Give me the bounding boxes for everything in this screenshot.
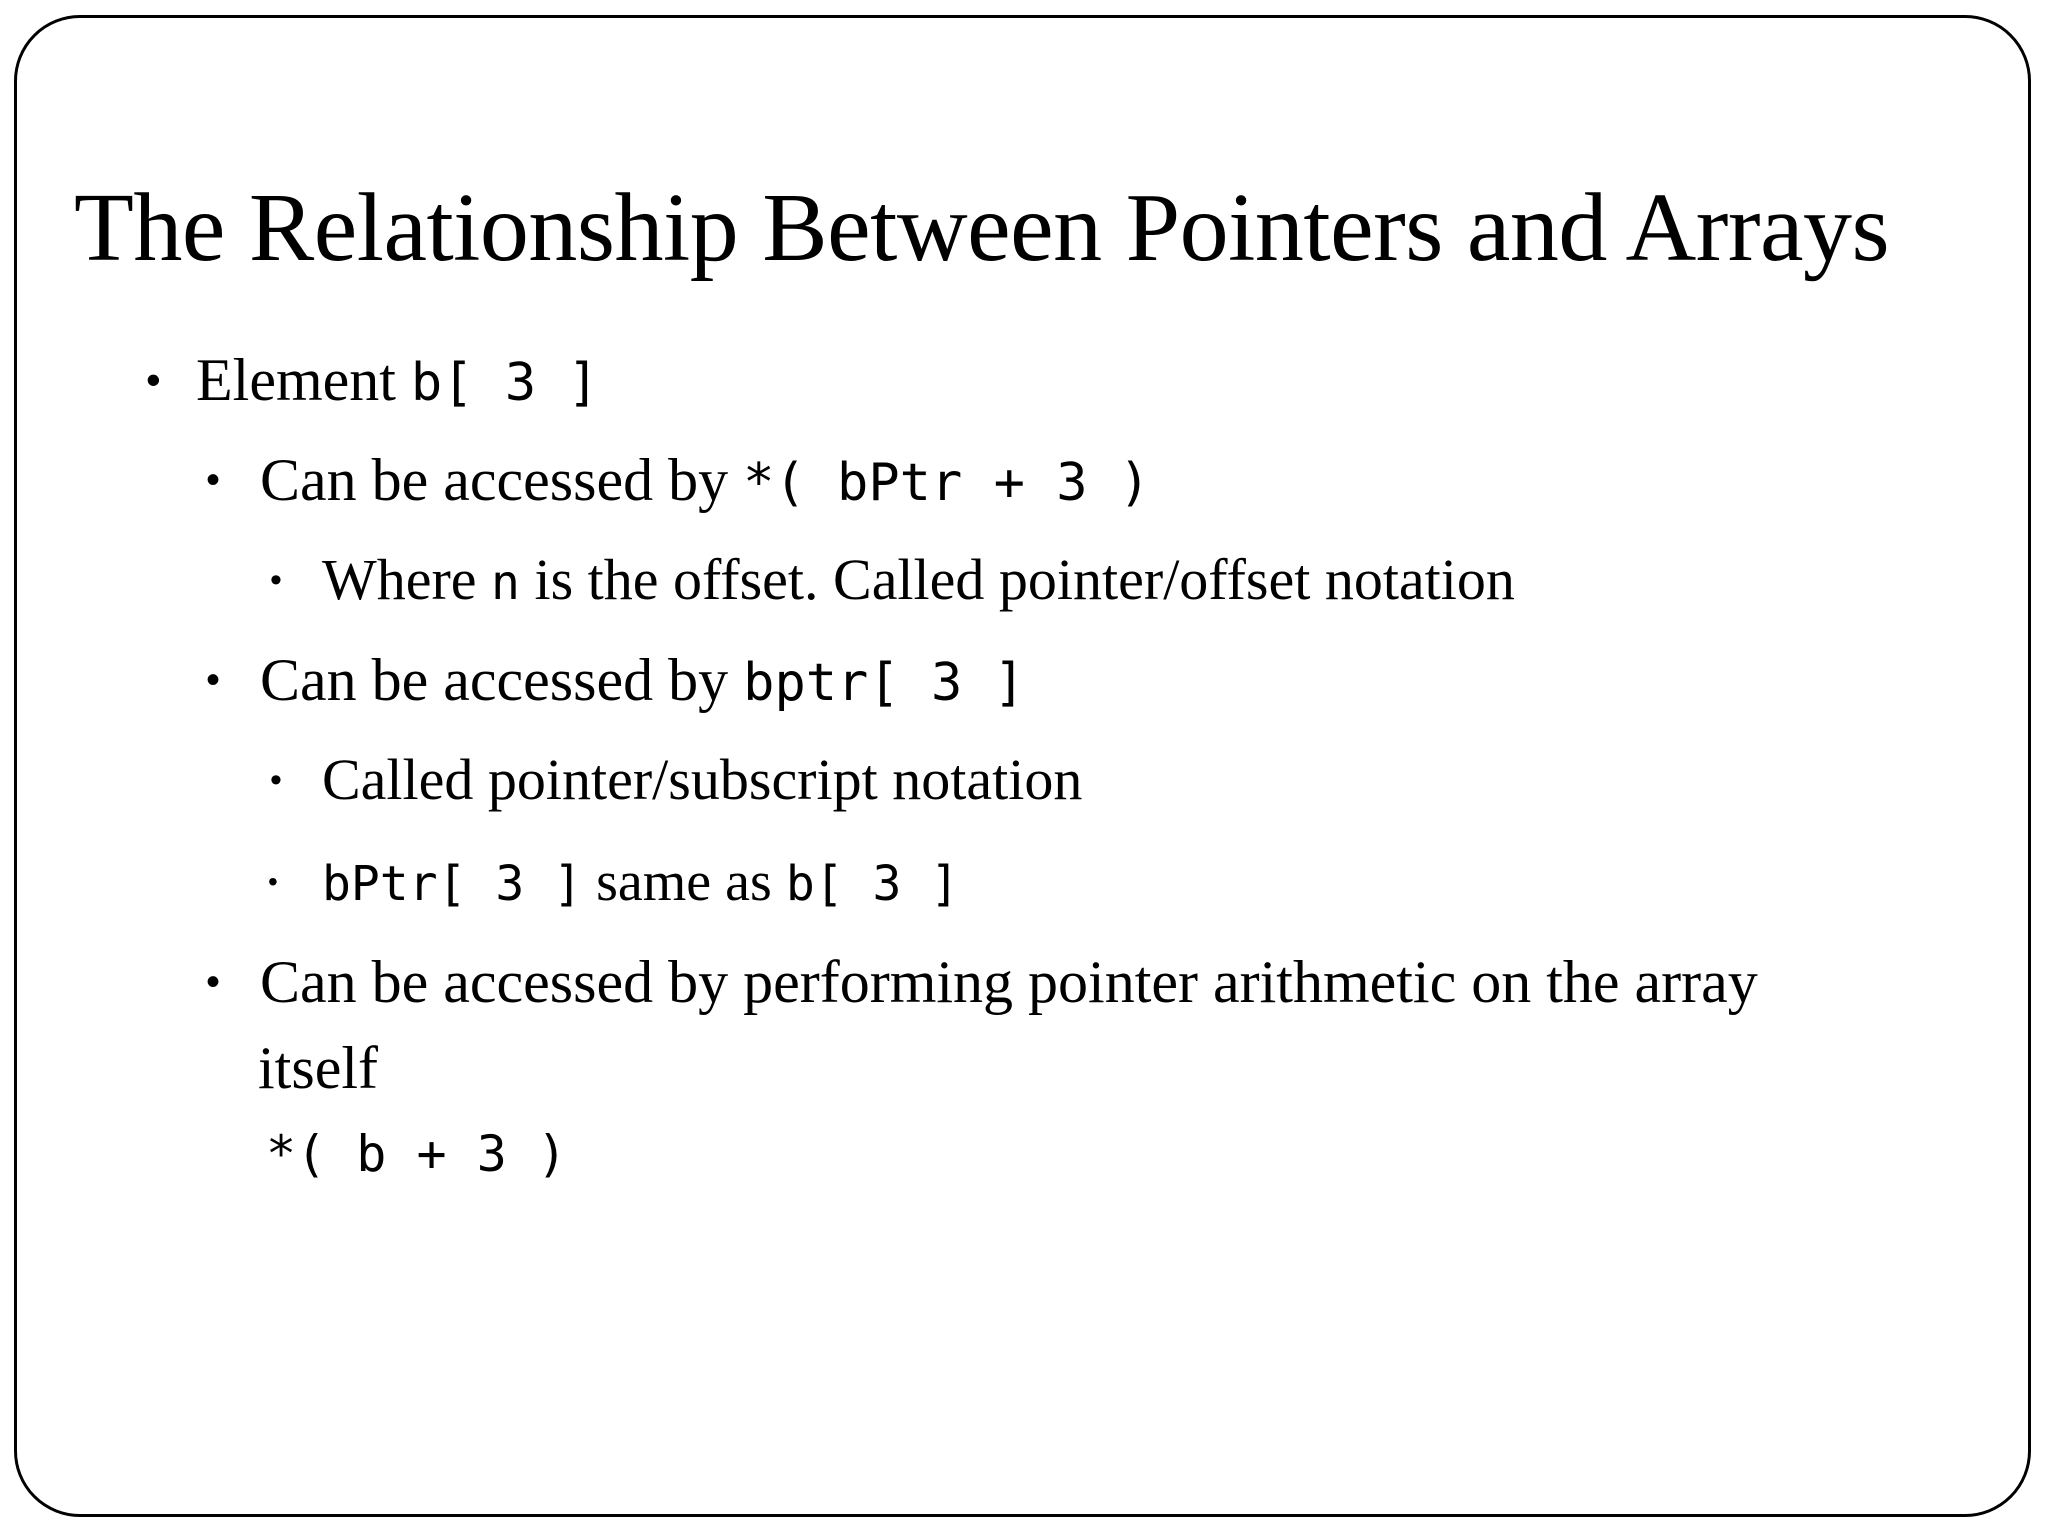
bullet-text: Called pointer/subscript notation xyxy=(322,747,1083,812)
bullet-code: b[ 3 ] xyxy=(410,353,599,413)
bullet-text: itself xyxy=(258,1035,378,1101)
bullet-code: b[ 3 ] xyxy=(785,856,960,912)
bullet-dot: • xyxy=(270,761,282,799)
bullet-text-post: is the offset. Called pointer/offset notation xyxy=(519,547,1515,612)
code-example: *( b + 3 ) xyxy=(266,1125,568,1183)
bullet-dot: • xyxy=(206,458,221,502)
bullet-code: n xyxy=(491,555,520,611)
bullet-code: bptr[ 3 ] xyxy=(743,653,1025,713)
bullet-same-as xyxy=(322,846,959,920)
bullet-text: same as xyxy=(582,851,786,913)
bullet-element xyxy=(196,344,599,419)
bullet-code: *( bPtr + 3 ) xyxy=(743,453,1151,513)
bullet-subscript-note xyxy=(322,744,1082,816)
bullet-text: Can be accessed by xyxy=(260,447,744,513)
bullet-dot: • xyxy=(270,561,282,599)
bullet-dot: • xyxy=(206,658,221,702)
bullet-offset-note xyxy=(322,544,1515,619)
bullet-pointer-arithmetic xyxy=(260,946,1758,1018)
bullet-access-subscript xyxy=(260,644,1025,719)
bullet-pointer-arithmetic-continued xyxy=(258,1032,378,1104)
bullet-text: Can be accessed by xyxy=(260,647,744,713)
bullet-dot: • xyxy=(268,866,278,897)
bullet-dot: • xyxy=(206,960,221,1004)
bullet-text: Element xyxy=(196,347,411,413)
bullet-text: Can be accessed by performing pointer arithmetic on the array xyxy=(260,949,1758,1015)
bullet-text-pre: Where xyxy=(322,547,492,612)
bullet-dot: • xyxy=(146,356,161,403)
bullet-access-offset xyxy=(260,444,1150,519)
bullet-code: bPtr[ 3 ] xyxy=(322,856,583,912)
slide-title: The Relationship Between Pointers and Arrays xyxy=(74,174,1890,282)
